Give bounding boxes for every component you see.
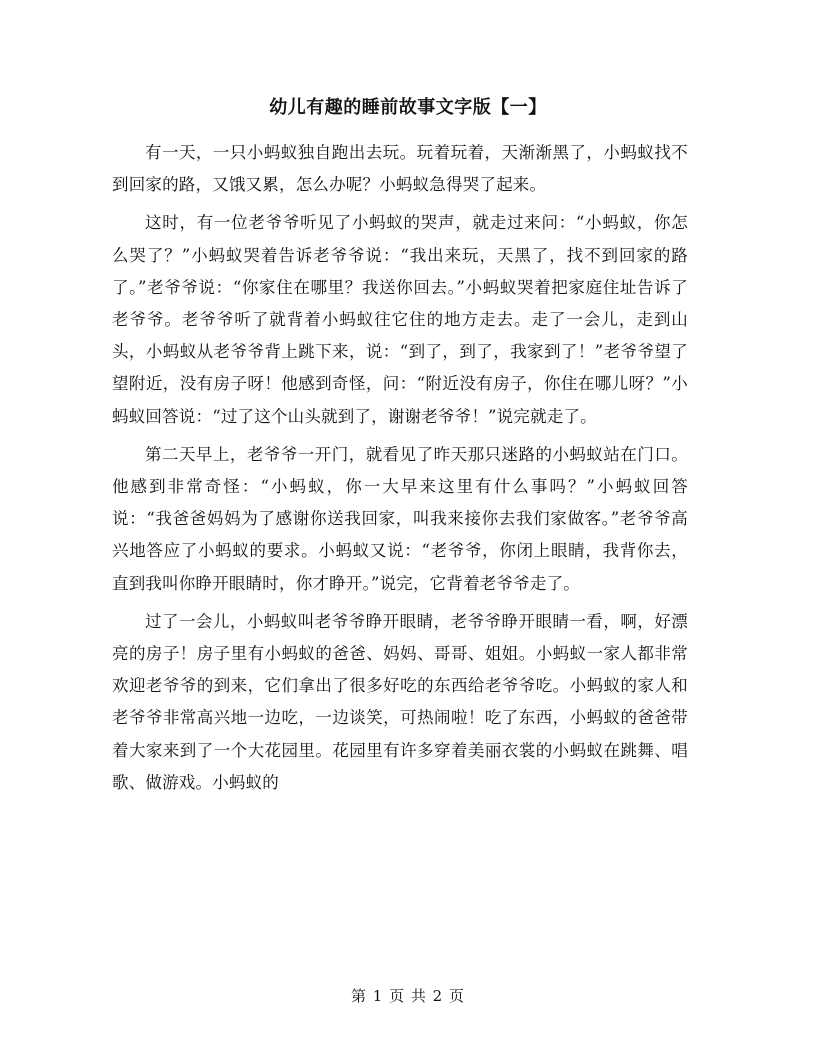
paragraph-1: 有一天，一只小蚂蚁独自跑出去玩。玩着玩着，天渐渐黑了，小蚂蚁找不到回家的路，又饿又累，怎么办呢？小蚂蚁急得哭了起来。	[112, 143, 688, 195]
paragraph-4: 过了一会儿，小蚂蚁叫老爷爷睁开眼睛，老爷爷睁开眼睛一看，啊，好漂亮的房子！房子里有小蚂蚁的爸爸、妈妈、哥哥、姐姐。小蚂蚁一家人都非常欢迎老爷爷的到来，它们拿出了很多好吃的东西给老爷爷吃。小蚂蚁的家人和老爷爷非常高兴地一边吃，一边谈笑，可热闹啦！吃了东西，小蚂蚁的爸爸带着大家来到了一个大花园里。花园里有许多穿着美丽衣裳的小蚂蚁在跳舞、唱歌、做游戏。小蚂蚁的	[112, 611, 688, 792]
document-body	[112, 137, 688, 805]
paragraph-2: 这时，有一位老爷爷听见了小蚂蚁的哭声，就走过来问：“小蚂蚁，你怎么哭了？”小蚂蚁哭着告诉老爷爷说：“我出来玩，天黑了，找不到回家的路了。”老爷爷说：“你家住在哪里？我送你回去。”小蚂蚁哭着把家庭住址告诉了老爷爷。老爷爷听了就背着小蚂蚁往它住的地方走去。走了一会儿，走到山头，小蚂蚁从老爷爷背上跳下来，说：“到了，到了，我家到了！”老爷爷望了望附近，没有房子呀！他感到奇怪，问：“附近没有房子，你住在哪儿呀？”小蚂蚁回答说：“过了这个山头就到了，谢谢老爷爷！”说完就走了。	[112, 213, 688, 426]
paragraph-3: 第二天早上，老爷爷一开门，就看见了昨天那只迷路的小蚂蚁站在门口。他感到非常奇怪：“小蚂蚁，你一大早来这里有什么事吗？”小蚂蚁回答说：“我爸爸妈妈为了感谢你送我回家，叫我来接你去我们家做客。”老爷爷高兴地答应了小蚂蚁的要求。小蚂蚁又说：“老爷爷，你闭上眼睛，我背你去，直到我叫你睁开眼睛时，你才睁开。”说完，它背着老爷爷走了。	[112, 444, 688, 593]
document-title: 幼儿有趣的睡前故事文字版【一】	[269, 97, 547, 118]
page-number-footer: 第 1 页 共 2 页	[351, 987, 465, 1005]
